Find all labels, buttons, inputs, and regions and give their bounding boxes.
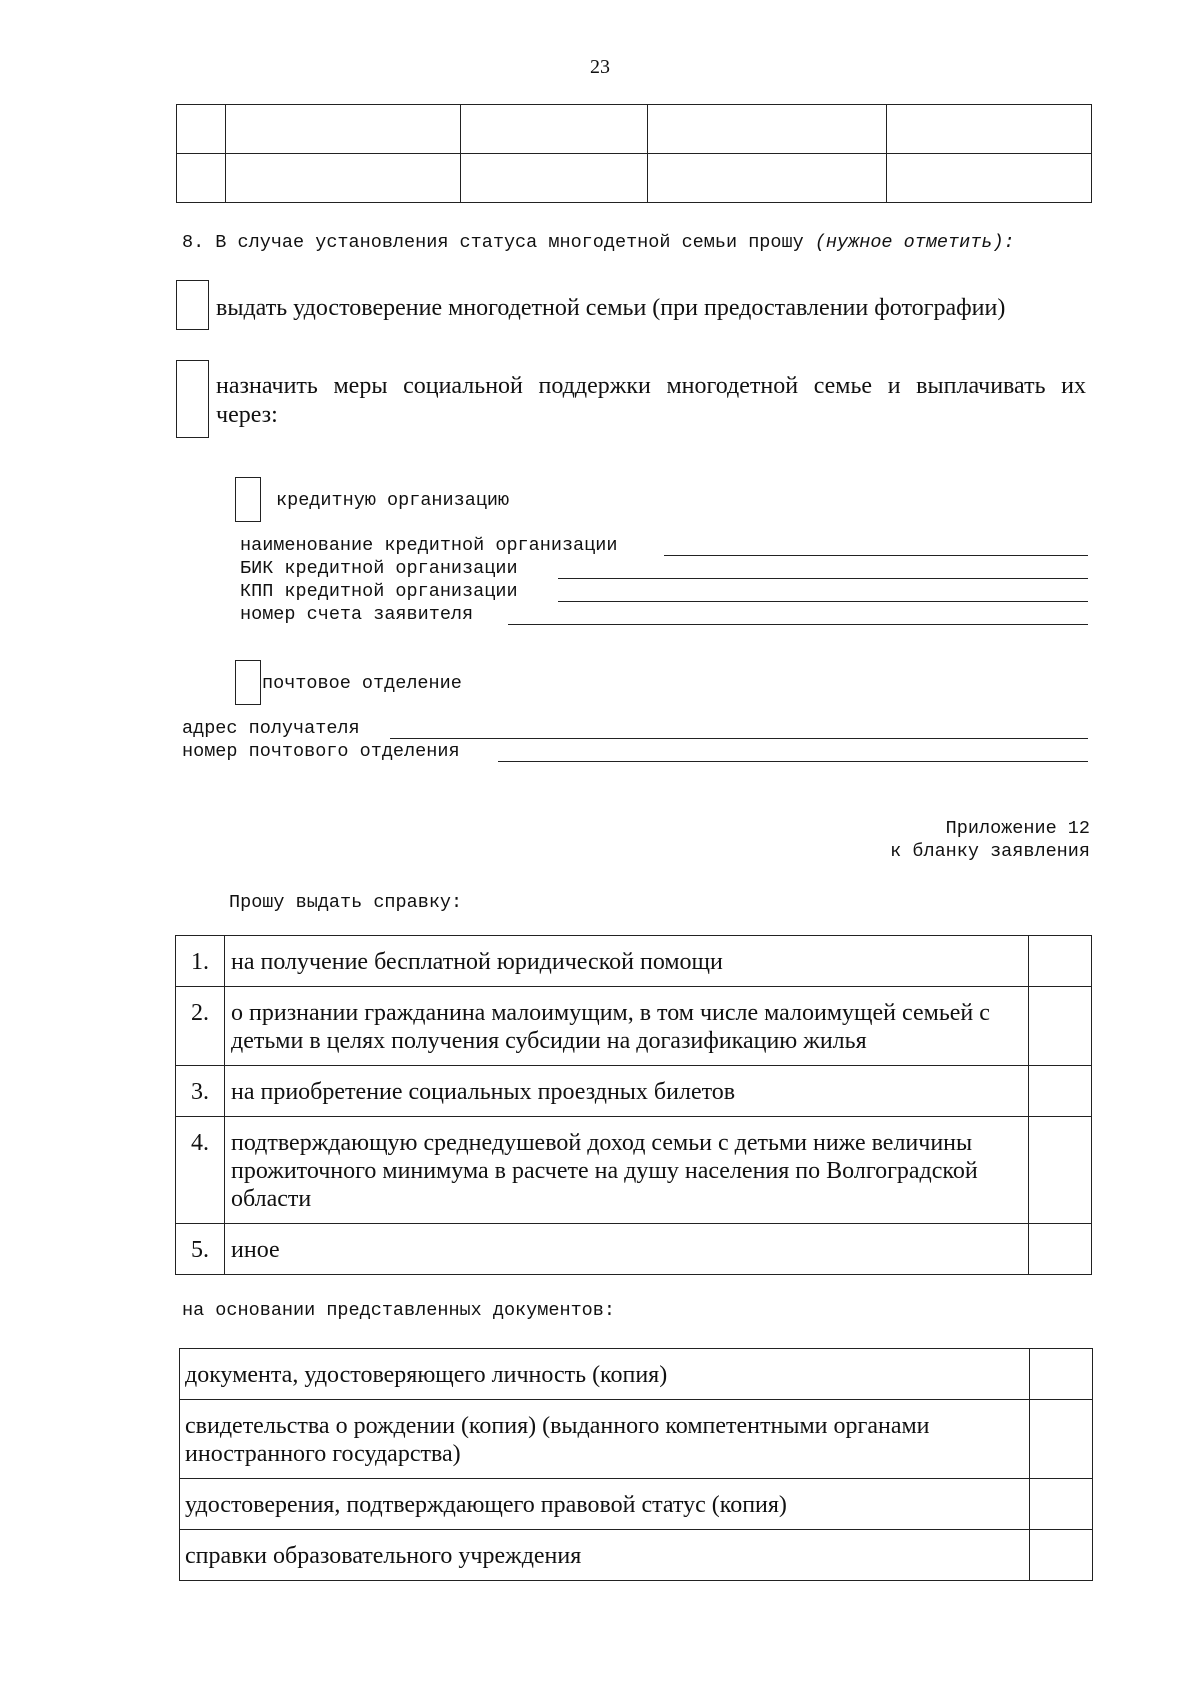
section8-heading-note: (нужное отметить): bbox=[814, 232, 1015, 253]
option-support-line2: через: bbox=[216, 402, 278, 428]
table-row bbox=[176, 936, 1092, 987]
table-row bbox=[180, 1479, 1093, 1530]
table-cell[interactable] bbox=[177, 154, 226, 203]
request-item-text: на приобретение социальных проездных билетов bbox=[225, 1066, 1029, 1117]
request-item-text: на получение бесплатной юридической помощи bbox=[225, 936, 1029, 987]
table-cell[interactable] bbox=[461, 154, 648, 203]
bank-name-label: наименование кредитной организации bbox=[240, 535, 618, 556]
certificate-checkbox[interactable] bbox=[176, 280, 209, 330]
table-cell[interactable] bbox=[461, 105, 648, 154]
bik-field[interactable] bbox=[558, 578, 1088, 579]
document-item-text: документа, удостоверяющего личность (копия) bbox=[180, 1349, 1030, 1400]
table-row bbox=[177, 154, 1092, 203]
appendix-number: Приложение 12 bbox=[945, 818, 1090, 839]
table-row bbox=[176, 1117, 1092, 1224]
account-number-field[interactable] bbox=[508, 624, 1088, 625]
row-number: 2. bbox=[176, 987, 225, 1066]
recipient-address-label: адрес получателя bbox=[182, 718, 360, 739]
request-table bbox=[175, 935, 1092, 1275]
table-cell[interactable] bbox=[226, 154, 461, 203]
table-cell[interactable] bbox=[177, 105, 226, 154]
row-number: 5. bbox=[176, 1224, 225, 1275]
document-item-mark[interactable] bbox=[1030, 1349, 1093, 1400]
request-item-text: о признании гражданина малоимущим, в том числе малоимущей семьей с детьми в целях получения субсидии на догазификацию жилья bbox=[225, 987, 1029, 1066]
request-item-mark[interactable] bbox=[1029, 1066, 1092, 1117]
document-item-mark[interactable] bbox=[1030, 1530, 1093, 1581]
table-cell[interactable] bbox=[648, 105, 887, 154]
table-cell[interactable] bbox=[887, 154, 1092, 203]
bank-name-field[interactable] bbox=[664, 555, 1088, 556]
appendix-subtitle: к бланку заявления bbox=[890, 841, 1090, 862]
table-row bbox=[177, 105, 1092, 154]
table-row bbox=[180, 1349, 1093, 1400]
table-row bbox=[176, 1224, 1092, 1275]
document-item-mark[interactable] bbox=[1030, 1400, 1093, 1479]
row-number: 4. bbox=[176, 1117, 225, 1224]
continuation-table bbox=[176, 104, 1092, 203]
request-item-text: иное bbox=[225, 1224, 1029, 1275]
request-item-mark[interactable] bbox=[1029, 987, 1092, 1066]
request-item-mark[interactable] bbox=[1029, 1117, 1092, 1224]
kpp-field[interactable] bbox=[558, 601, 1088, 602]
row-number: 1. bbox=[176, 936, 225, 987]
page-number: 23 bbox=[590, 56, 610, 78]
table-row bbox=[180, 1530, 1093, 1581]
request-item-mark[interactable] bbox=[1029, 1224, 1092, 1275]
post-office-label: почтовое отделение bbox=[262, 673, 462, 694]
bik-label: БИК кредитной организации bbox=[240, 558, 518, 579]
credit-org-label: кредитную организацию bbox=[276, 490, 510, 511]
table-cell[interactable] bbox=[887, 105, 1092, 154]
request-item-mark[interactable] bbox=[1029, 936, 1092, 987]
credit-org-checkbox[interactable] bbox=[235, 477, 261, 522]
document-item-text: справки образовательного учреждения bbox=[180, 1530, 1030, 1581]
request-intro: Прошу выдать справку: bbox=[229, 892, 463, 913]
document-item-text: свидетельства о рождении (копия) (выданного компетентными органами иностранного государства) bbox=[180, 1400, 1030, 1479]
document-item-mark[interactable] bbox=[1030, 1479, 1093, 1530]
post-office-number-field[interactable] bbox=[498, 761, 1088, 762]
request-item-text: подтверждающую среднедушевой доход семьи с детьми ниже величины прожиточного минимума в расчете на душу населения по Волгоградской области bbox=[225, 1117, 1029, 1224]
table-cell[interactable] bbox=[226, 105, 461, 154]
documents-table bbox=[179, 1348, 1093, 1581]
row-number: 3. bbox=[176, 1066, 225, 1117]
recipient-address-field[interactable] bbox=[390, 738, 1088, 739]
table-row bbox=[176, 1066, 1092, 1117]
post-office-checkbox[interactable] bbox=[235, 660, 261, 705]
post-office-number-label: номер почтового отделения bbox=[182, 741, 460, 762]
social-support-checkbox[interactable] bbox=[176, 360, 209, 438]
document-item-text: удостоверения, подтверждающего правовой статус (копия) bbox=[180, 1479, 1030, 1530]
section8-heading: 8. В случае установления статуса многодетной семьи прошу (нужное отметить): bbox=[182, 232, 1015, 253]
kpp-label: КПП кредитной организации bbox=[240, 581, 518, 602]
table-row bbox=[180, 1400, 1093, 1479]
account-number-label: номер счета заявителя bbox=[240, 604, 474, 625]
table-row bbox=[176, 987, 1092, 1066]
documents-intro: на основании представленных документов: bbox=[182, 1300, 615, 1321]
table-cell[interactable] bbox=[648, 154, 887, 203]
option-certificate-label: выдать удостоверение многодетной семьи (при предоставлении фотографии) bbox=[216, 295, 1006, 321]
option-support-line1: назначить меры социальной поддержки многодетной семье и выплачивать их bbox=[216, 373, 1086, 399]
